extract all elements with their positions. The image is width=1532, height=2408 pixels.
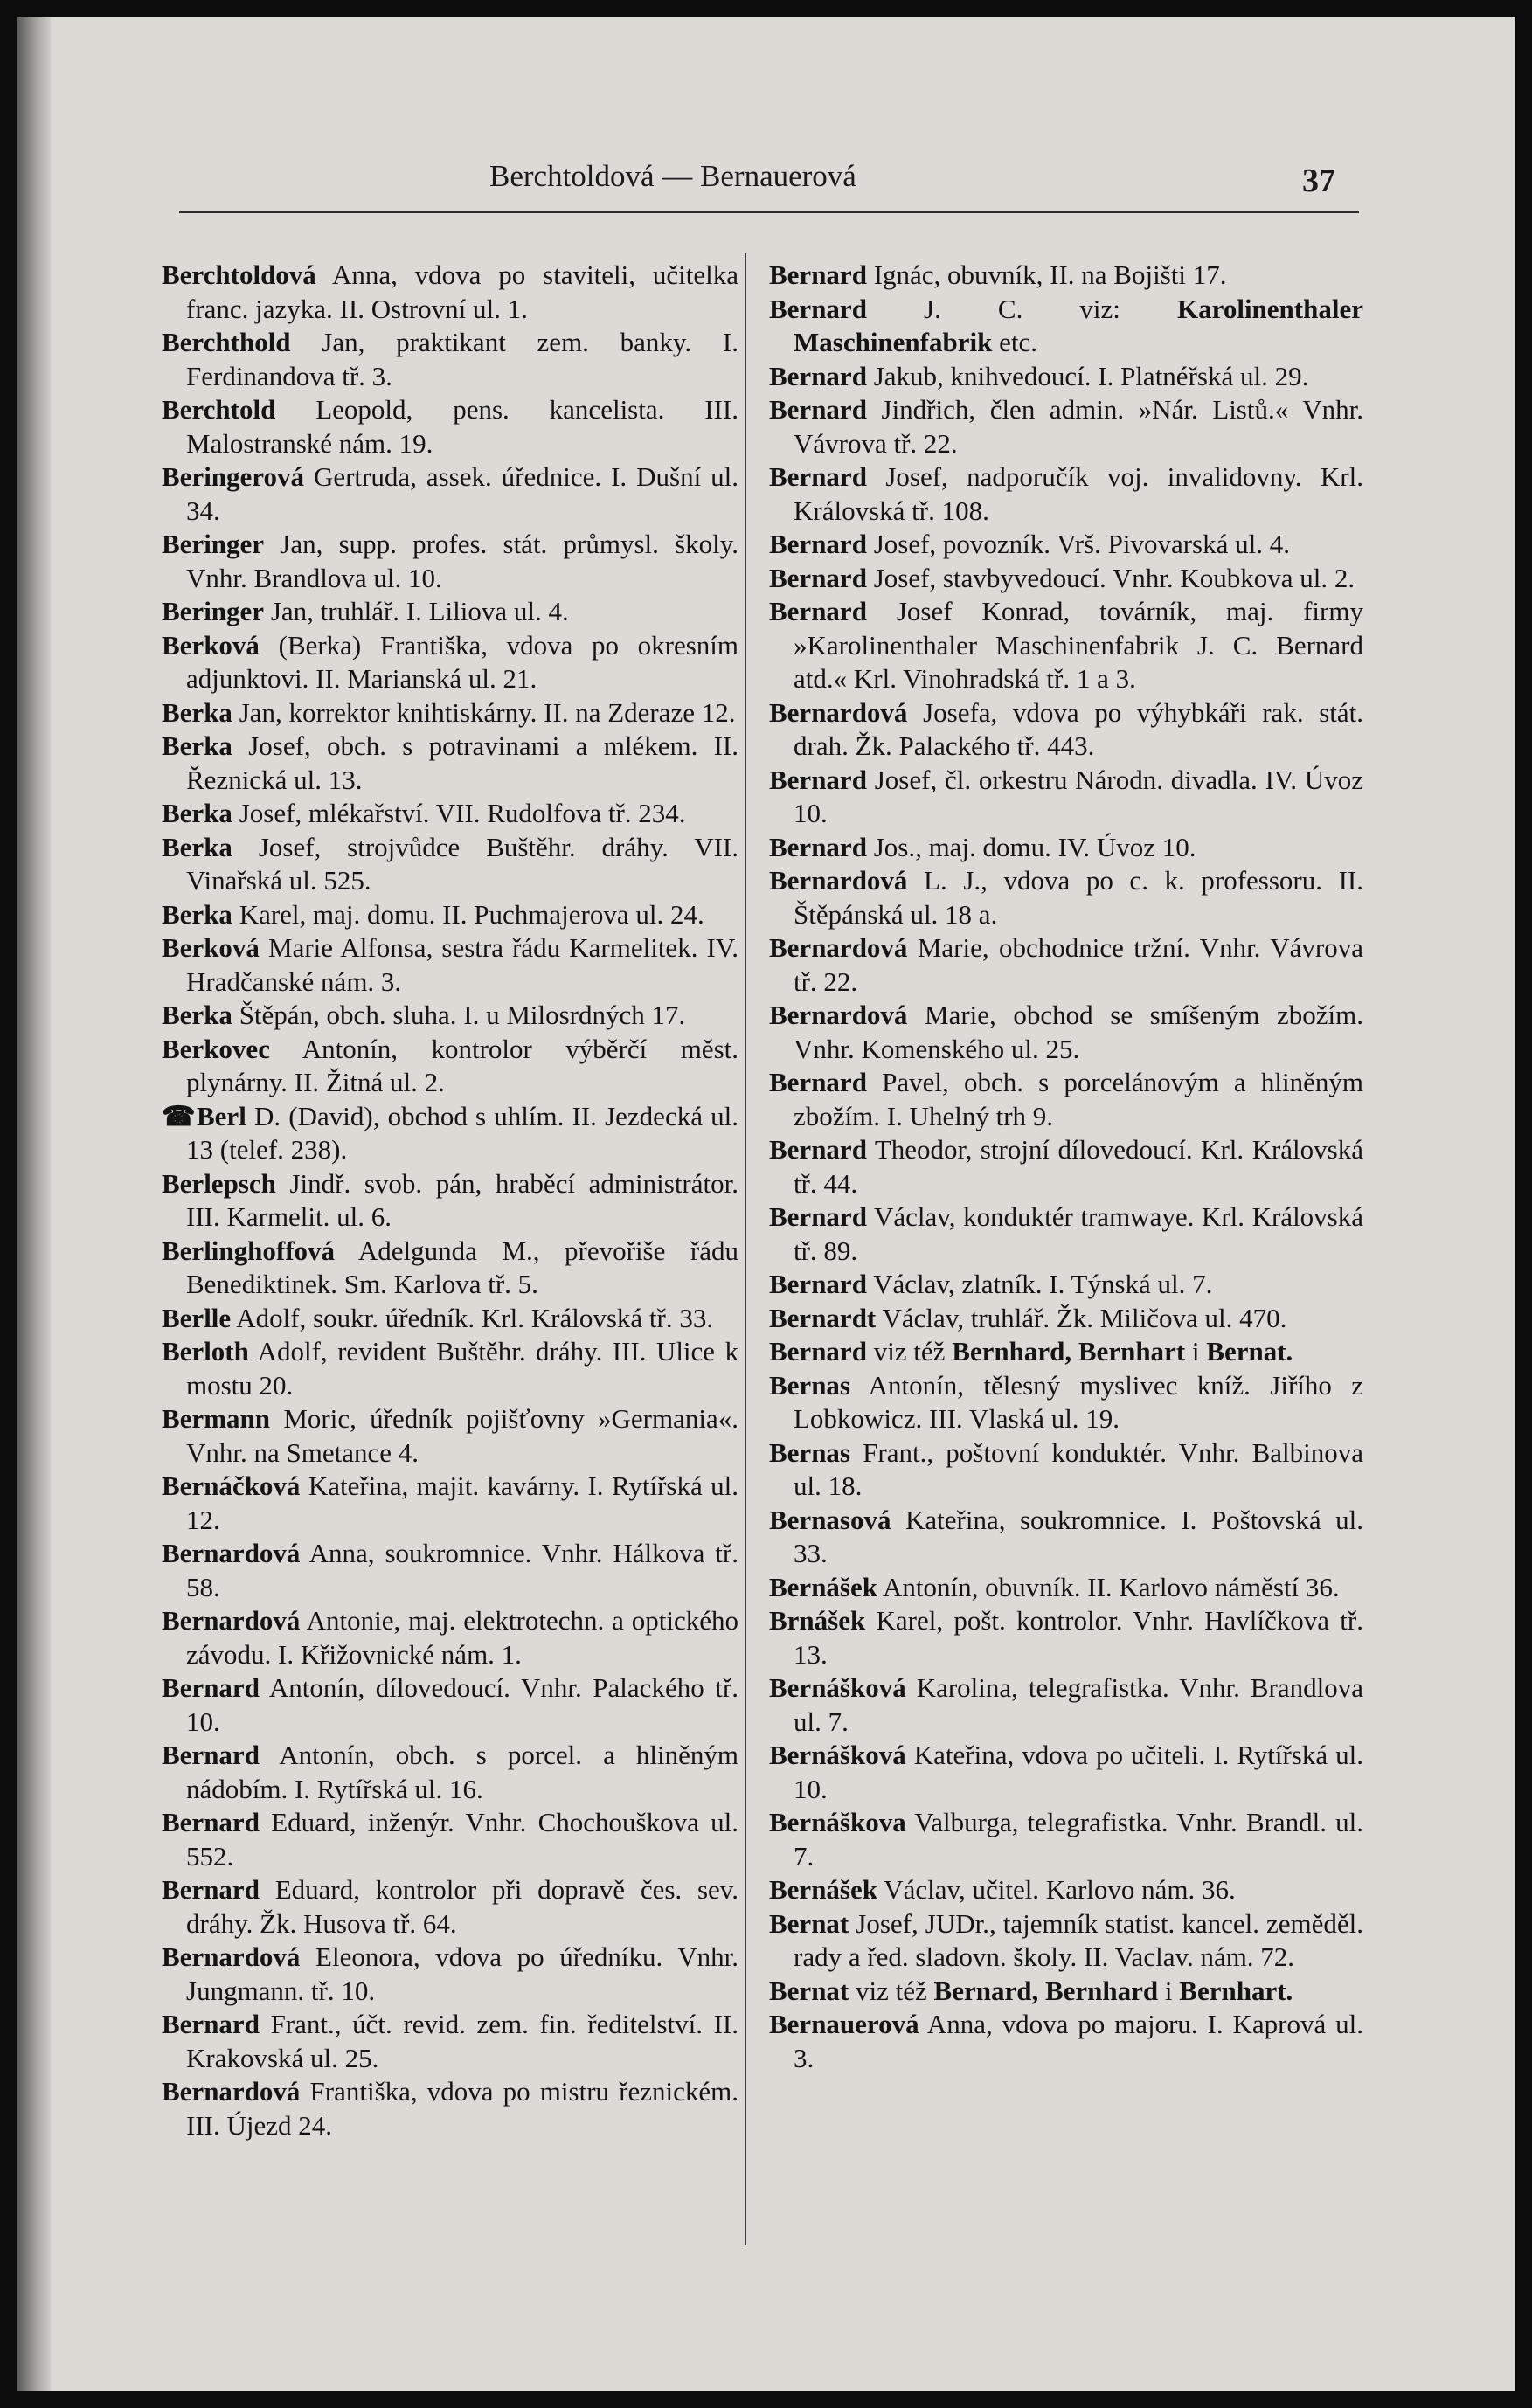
entry-name: Brnášek bbox=[769, 1605, 866, 1636]
entry-name: Bernas bbox=[769, 1369, 850, 1401]
directory-entry bbox=[769, 1671, 1363, 1739]
directory-entry bbox=[769, 1571, 1363, 1605]
entry-name: Bermann bbox=[162, 1403, 270, 1434]
directory-entry bbox=[769, 1268, 1363, 1302]
entry-details: Jindřich, člen admin. »Nár. Listů.« Vnhr. Vávrova tř. 22. bbox=[794, 394, 1363, 459]
entry-details-tail: etc. bbox=[992, 327, 1037, 357]
entry-details: D. (David), obchod s uhlím. II. Jezdecká ul. 13 (telef. 238). bbox=[186, 1100, 738, 1165]
entry-details: Eduard, inženýr. Vnhr. Chochouškova ul. 552. bbox=[186, 1807, 738, 1872]
entry-name: Bernardová bbox=[162, 1941, 301, 1972]
entry-name: Bernard bbox=[769, 360, 867, 391]
entry-name: Bernardová bbox=[769, 696, 908, 728]
directory-entry bbox=[769, 1806, 1363, 1873]
entry-cross-reference: Karolinenthaler Maschinenfabrik bbox=[794, 293, 1363, 357]
entry-details: Frant., účt. revid. zem. fin. ředitelství. II. Krakovská ul. 25. bbox=[186, 2009, 738, 2073]
entry-name: Berka bbox=[162, 898, 232, 930]
directory-entry bbox=[769, 1604, 1363, 1671]
directory-entry bbox=[769, 360, 1363, 394]
entry-details: Valburga, telegrafistka. Vnhr. Brandl. ul. 7. bbox=[794, 1807, 1363, 1872]
directory-entry bbox=[162, 259, 738, 326]
entry-details: Josef, stavbyvedoucí. Vnhr. Koubkova ul. 2. bbox=[866, 562, 1355, 593]
entry-name: Berl bbox=[197, 1100, 246, 1131]
entry-name: Berlepsch bbox=[162, 1167, 276, 1199]
directory-entry bbox=[162, 797, 738, 831]
column-divider bbox=[745, 253, 746, 2245]
entry-details: Josef, čl. orkestru Národn. divadla. IV. Úvoz 10. bbox=[794, 764, 1363, 828]
directory-entry bbox=[769, 393, 1363, 460]
entry-name: Bernard bbox=[162, 1874, 260, 1905]
entry-details: Kateřina, majit. kavárny. I. Rytířská ul. 12. bbox=[186, 1470, 738, 1535]
directory-entry bbox=[162, 1033, 738, 1100]
entry-name: Bernard bbox=[769, 596, 867, 626]
entry-name: Bernard bbox=[769, 831, 867, 862]
entry-cross-reference: Bernhard, Bernhart bbox=[952, 1336, 1186, 1367]
directory-entry bbox=[162, 460, 738, 528]
directory-entry bbox=[162, 696, 738, 730]
entry-details: Antonín, obch. s porcel. a hliněným nádobím. I. Rytířská ul. 16. bbox=[186, 1740, 738, 1804]
directory-entry bbox=[769, 696, 1363, 764]
entry-name: Bernardová bbox=[769, 865, 908, 896]
entry-details: Jindř. svob. pán, hraběcí administrátor. III. Karmelit. ul. 6. bbox=[186, 1167, 738, 1232]
entry-name: Bernat bbox=[769, 1975, 849, 2006]
directory-entry bbox=[162, 1537, 738, 1604]
entry-name: Beringer bbox=[162, 596, 265, 626]
directory-entry bbox=[769, 562, 1363, 596]
directory-entry bbox=[769, 831, 1363, 865]
entry-name: Bernardová bbox=[162, 1538, 301, 1568]
entry-details: Antonín, obuvník. II. Karlovo náměstí 36. bbox=[877, 1571, 1340, 1602]
entry-details: Karolina, telegrafistka. Vnhr. Brandlova ul. 7. bbox=[794, 1672, 1363, 1737]
entry-details: Adolf, soukr. úředník. Krl. Královská tř. 33. bbox=[231, 1302, 714, 1333]
entry-name: Berkovec bbox=[162, 1033, 270, 1064]
directory-entry bbox=[162, 1235, 738, 1302]
directory-entry bbox=[769, 1201, 1363, 1268]
directory-entry bbox=[769, 460, 1363, 528]
entry-details: Gertruda, assek. úřednice. I. Dušní ul. 34. bbox=[186, 461, 738, 526]
entry-details: Antonín, tělesný myslivec kníž. Jiřího z Lobkowicz. III. Vlaská ul. 19. bbox=[794, 1369, 1363, 1434]
entry-name: Bernard bbox=[769, 764, 867, 795]
entry-details: Antonín, kontrolor výběrčí měst. plynárny. II. Žitná ul. 2. bbox=[186, 1033, 738, 1097]
directory-entry bbox=[162, 1739, 738, 1806]
directory-entry bbox=[769, 1873, 1363, 1907]
entry-details: viz též bbox=[849, 1975, 934, 2006]
directory-entry bbox=[769, 1739, 1363, 1806]
entry-details: Marie Alfonsa, sestra řádu Karmelitek. IV. Hradčanské nám. 3. bbox=[186, 932, 738, 997]
entry-details: Václav, zlatník. I. Týnská ul. 7. bbox=[866, 1269, 1213, 1299]
entry-cross-reference: Bernard, Bernhard bbox=[933, 1975, 1159, 2006]
entry-details: L. J., vdova po c. k. professoru. II. Štěpánská ul. 18 a. bbox=[794, 865, 1363, 930]
entry-name: Beringer bbox=[162, 529, 265, 559]
entry-details: Anna, vdova po staviteli, učitelka franc. jazyka. II. Ostrovní ul. 1. bbox=[186, 259, 738, 324]
entry-name: Bernardová bbox=[162, 2076, 301, 2107]
entry-name: Berloth bbox=[162, 1336, 249, 1367]
entry-details: Kateřina, soukromnice. I. Poštovská ul. 33. bbox=[794, 1504, 1363, 1568]
directory-entry bbox=[769, 528, 1363, 562]
directory-entry bbox=[769, 999, 1363, 1066]
entry-name: Bernard bbox=[769, 293, 867, 324]
directory-entry bbox=[162, 528, 738, 595]
entry-name: Bernard bbox=[769, 259, 867, 290]
entry-details: Jan, korrektor knihtiskárny. II. na Zderaze 12. bbox=[232, 696, 736, 728]
entry-name: Berchthold bbox=[162, 327, 291, 357]
entry-details: Kateřina, vdova po učiteli. I. Rytířská ul. 10. bbox=[794, 1740, 1363, 1804]
directory-entry bbox=[162, 1167, 738, 1235]
entry-cross-reference: Bernat. bbox=[1206, 1336, 1293, 1367]
entry-name: Bernášková bbox=[769, 1740, 906, 1770]
entry-details: Josef, strojvůdce Buštěhr. dráhy. VII. Vinařská ul. 525. bbox=[186, 831, 738, 896]
entry-name: Bernášková bbox=[769, 1672, 906, 1703]
right-column bbox=[769, 259, 1363, 2075]
entry-details: Theodor, strojní dílovedoucí. Krl. Královská tř. 44. bbox=[794, 1134, 1363, 1199]
entry-name: Bernard bbox=[769, 1201, 867, 1232]
entry-details: Václav, učitel. Karlovo nám. 36. bbox=[877, 1874, 1236, 1905]
entry-details: Eleonora, vdova po úředníku. Vnhr. Jungmann. tř. 10. bbox=[186, 1941, 738, 2006]
book-spine-shadow bbox=[17, 17, 51, 2391]
entry-name: Bernášek bbox=[769, 1874, 877, 1905]
directory-entry bbox=[162, 1671, 738, 1739]
entry-name: Bernard bbox=[769, 1336, 867, 1367]
entry-name: Bernard bbox=[769, 394, 867, 425]
header-rule bbox=[179, 211, 1359, 213]
directory-entry bbox=[162, 999, 738, 1033]
entry-name: Bernard bbox=[162, 1807, 260, 1837]
entry-details: Leopold, pens. kancelista. III. Malostranské nám. 19. bbox=[186, 394, 738, 459]
directory-entry bbox=[769, 259, 1363, 293]
directory-entry bbox=[769, 1907, 1363, 1975]
entry-details: Jakub, knihvedoucí. I. Platnéřská ul. 29. bbox=[866, 360, 1309, 391]
directory-entry bbox=[162, 1335, 738, 1402]
entry-details: J. C. viz: bbox=[866, 293, 1178, 324]
entry-details: Václav, truhlář. Žk. Miličova ul. 470. bbox=[876, 1302, 1287, 1333]
telephone-icon: ☎ bbox=[162, 1100, 196, 1131]
entry-cross-reference: Bernhart. bbox=[1179, 1975, 1293, 2006]
entry-details: Jan, praktikant zem. banky. I. Ferdinandova tř. 3. bbox=[186, 327, 738, 391]
entry-details: Moric, úředník pojišťovny »Germania«. Vnhr. na Smetance 4. bbox=[186, 1403, 738, 1468]
entry-details: Antonie, maj. elektrotechn. a optického závodu. I. Křižovnické nám. 1. bbox=[186, 1605, 738, 1670]
entry-details: Františka, vdova po mistru řeznickém. III. Újezd 24. bbox=[186, 2076, 738, 2141]
entry-name: Bernard bbox=[769, 461, 867, 492]
entry-name: Bernard bbox=[769, 1134, 867, 1165]
directory-entry bbox=[162, 1100, 738, 1167]
entry-name: Berková bbox=[162, 932, 260, 963]
left-column bbox=[162, 259, 738, 2142]
directory-entry bbox=[769, 1133, 1363, 1201]
directory-entry bbox=[769, 764, 1363, 831]
entry-name: Bernauerová bbox=[769, 2009, 919, 2039]
directory-entry bbox=[162, 595, 738, 629]
entry-name: Beringerová bbox=[162, 461, 305, 492]
directory-entry bbox=[769, 1975, 1363, 2009]
directory-entry bbox=[769, 1302, 1363, 1336]
directory-entry bbox=[162, 1941, 738, 2008]
entry-details: Václav, konduktér tramwaye. Krl. Královská tř. 89. bbox=[794, 1201, 1363, 1266]
directory-entry bbox=[162, 393, 738, 460]
entry-details: Marie, obchod se smíšeným zbožím. Vnhr. Komenského ul. 25. bbox=[794, 1000, 1363, 1064]
directory-entry bbox=[162, 1402, 738, 1470]
entry-details: Jan, supp. profes. stát. průmysl. školy. Vnhr. Brandlova ul. 10. bbox=[186, 529, 738, 593]
directory-entry bbox=[162, 1302, 738, 1336]
directory-entry bbox=[162, 898, 738, 932]
directory-entry bbox=[162, 2008, 738, 2075]
directory-entry bbox=[162, 1873, 738, 1941]
entry-details: Karel, pošt. kontrolor. Vnhr. Havlíčkova tř. 13. bbox=[794, 1605, 1363, 1670]
entry-name: Berková bbox=[162, 629, 260, 661]
directory-entry bbox=[162, 1604, 738, 1671]
entry-details: Ignác, obuvník, II. na Bojišti 17. bbox=[866, 259, 1227, 290]
entry-name: Bernat bbox=[769, 1907, 849, 1939]
entry-details: Josef, nadporučík voj. invalidovny. Krl. Královská tř. 108. bbox=[794, 461, 1363, 526]
entry-details: Marie, obchodnice tržní. Vnhr. Vávrova tř. 22. bbox=[794, 932, 1363, 997]
entry-details: Josef Konrad, továrník, maj. firmy »Karolinenthaler Maschinenfabrik J. C. Bernard atd.« Krl. Vinohradská tř. 1 a 3. bbox=[794, 596, 1363, 694]
entry-details-tail: i bbox=[1185, 1336, 1207, 1367]
entry-details: Antonín, dílovedoucí. Vnhr. Palackého tř. 10. bbox=[186, 1672, 738, 1737]
directory-entry bbox=[769, 1335, 1363, 1369]
directory-entry bbox=[769, 1066, 1363, 1133]
entry-details: Anna, vdova po majoru. I. Kaprová ul. 3. bbox=[794, 2009, 1363, 2073]
entry-details: Josef, mlékařství. VII. Rudolfova tř. 234. bbox=[232, 798, 686, 828]
entry-name: Bernard bbox=[769, 562, 867, 593]
directory-entry bbox=[162, 730, 738, 797]
directory-entry bbox=[769, 931, 1363, 999]
entry-details-tail: i bbox=[1158, 1975, 1180, 2006]
entry-details: Jan, truhlář. I. Liliova ul. 4. bbox=[264, 596, 569, 626]
entry-name: Berlle bbox=[162, 1302, 232, 1333]
entry-name: Berka bbox=[162, 798, 232, 828]
entry-name: Berchtoldová bbox=[162, 259, 316, 290]
entry-name: Berka bbox=[162, 1000, 232, 1030]
directory-entry bbox=[769, 864, 1363, 931]
entry-name: Bernard bbox=[162, 1672, 260, 1703]
entry-name: Bernasová bbox=[769, 1504, 891, 1535]
entry-name: Berlinghoffová bbox=[162, 1235, 336, 1266]
directory-entry bbox=[162, 831, 738, 898]
directory-entry bbox=[769, 1369, 1363, 1436]
entry-details: Adelgunda M., převořiše řádu Benediktinek. Sm. Karlova tř. 5. bbox=[186, 1235, 738, 1299]
directory-entry bbox=[769, 2008, 1363, 2075]
directory-entry bbox=[769, 595, 1363, 696]
directory-entry bbox=[162, 326, 738, 393]
entry-name: Bernardová bbox=[769, 1000, 908, 1030]
directory-entry bbox=[769, 1436, 1363, 1504]
entry-name: Bernardt bbox=[769, 1302, 877, 1333]
directory-entry bbox=[162, 931, 738, 999]
entry-name: Bernášek bbox=[769, 1571, 877, 1602]
entry-details: Frant., poštovní konduktér. Vnhr. Balbinova ul. 18. bbox=[794, 1436, 1363, 1501]
entry-name: Bernard bbox=[769, 1067, 867, 1097]
directory-entry bbox=[162, 1806, 738, 1873]
directory-entry bbox=[162, 629, 738, 696]
entry-details: Josef, obch. s potravinami a mlékem. II. Řeznická ul. 13. bbox=[186, 730, 738, 795]
entry-name: Bernáčková bbox=[162, 1470, 301, 1501]
entry-name: Bernáškova bbox=[769, 1807, 906, 1837]
entry-details: Štěpán, obch. sluha. I. u Milosrdných 17. bbox=[232, 1000, 686, 1030]
entry-name: Bernas bbox=[769, 1436, 850, 1468]
entry-name: Berka bbox=[162, 730, 232, 761]
entry-details: Josef, povozník. Vrš. Pivovarská ul. 4. bbox=[866, 529, 1290, 559]
entry-name: Berka bbox=[162, 696, 232, 728]
entry-details: (Berka) Františka, vdova po okresním adjunktovi. II. Marianská ul. 21. bbox=[186, 629, 738, 694]
page-number: 37 bbox=[1302, 163, 1335, 199]
entry-details: viz též bbox=[866, 1336, 953, 1367]
entry-name: Berchtold bbox=[162, 394, 276, 425]
directory-entry bbox=[769, 1504, 1363, 1571]
running-header: Berchtoldová — Bernauerová bbox=[489, 159, 856, 193]
entry-details: Josef, JUDr., tajemník statist. kancel. zeměděl. rady a řed. sladovn. školy. II. Vaclav. nám. 72. bbox=[794, 1907, 1363, 1972]
entry-name: Bernard bbox=[769, 529, 867, 559]
entry-details: Josefa, vdova po výhybkáři rak. stát. drah. Žk. Palackého tř. 443. bbox=[794, 696, 1363, 761]
entry-details: Eduard, kontrolor při dopravě čes. sev. dráhy. Žk. Husova tř. 64. bbox=[186, 1874, 738, 1939]
entry-name: Bernardová bbox=[162, 1605, 301, 1636]
entry-name: Bernardová bbox=[769, 932, 908, 963]
entry-name: Bernard bbox=[769, 1269, 867, 1299]
directory-page bbox=[17, 17, 1515, 2391]
entry-details: Anna, soukromnice. Vnhr. Hálkova tř. 58. bbox=[186, 1538, 738, 1602]
directory-entry bbox=[769, 293, 1363, 360]
entry-details: Adolf, revident Buštěhr. dráhy. III. Ulice k mostu 20. bbox=[186, 1336, 738, 1401]
entry-details: Jos., maj. domu. IV. Úvoz 10. bbox=[866, 831, 1196, 862]
directory-entry bbox=[162, 1470, 738, 1537]
entry-details: Pavel, obch. s porcelánovým a hliněným zbožím. I. Uhelný trh 9. bbox=[794, 1067, 1363, 1131]
entry-details: Karel, maj. domu. II. Puchmajerova ul. 24. bbox=[232, 898, 704, 930]
directory-entry bbox=[162, 2075, 738, 2142]
entry-name: Bernard bbox=[162, 1740, 260, 1770]
entry-name: Bernard bbox=[162, 2009, 260, 2039]
entry-name: Berka bbox=[162, 831, 232, 862]
